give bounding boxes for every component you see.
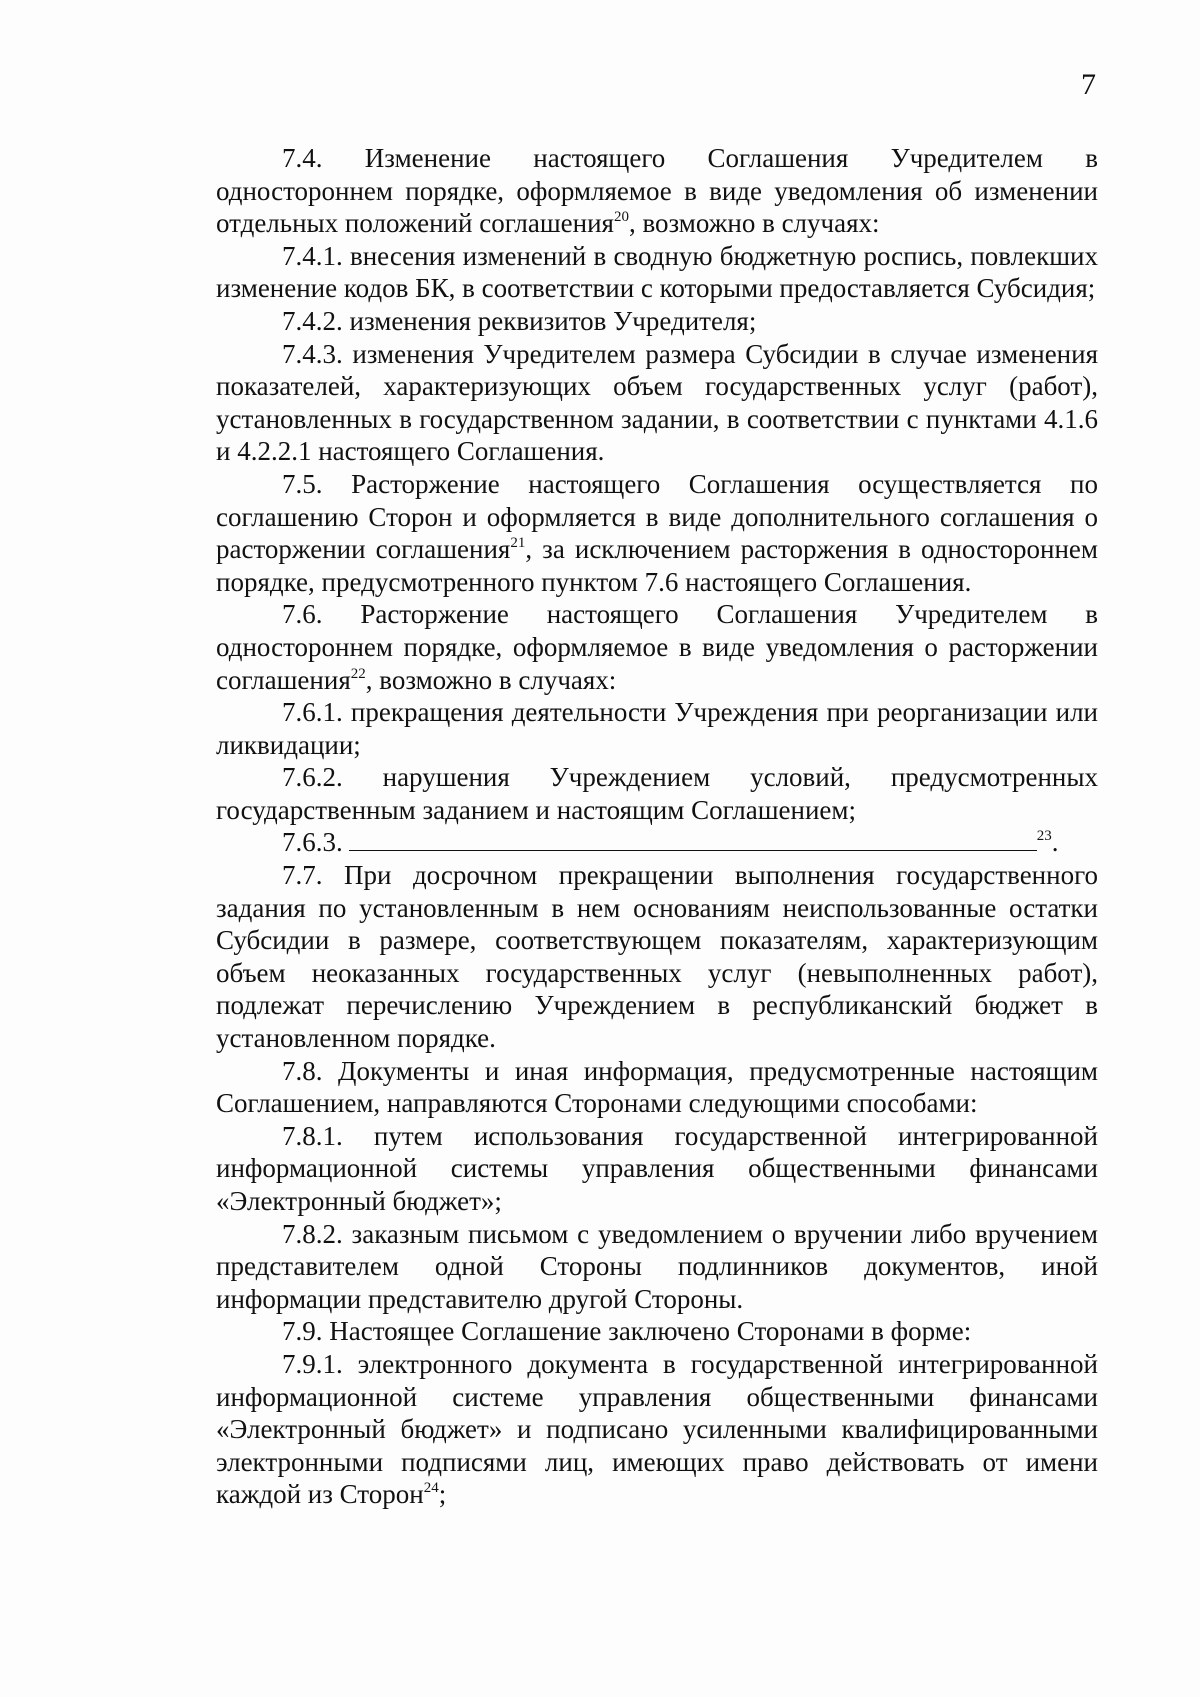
clause-7-7 [216, 859, 1098, 1055]
clause-7-4 [216, 142, 1098, 240]
clause-text: 7.6. Расторжение настоящего Соглашения Учредителем в одностороннем порядке, оформляемое в виде уведомления о расторжении соглашения [216, 599, 1098, 695]
clause-text: 7.4.2. изменения реквизитов Учредителя; [282, 305, 757, 336]
clause-text: 7.4.3. изменения Учредителем размера Субсидии в случае изменения показателей, характеризующих объем государственных услуг (работ), установленных в государственном задании, в соответствии с пунктами 4.1.6 и 4.2.2.1 настоящего Соглашения. [216, 338, 1098, 467]
clause-7-4-2 [216, 305, 1098, 338]
document-body [216, 142, 1098, 1511]
clause-text: 7.6.1. прекращения деятельности Учреждения при реорганизации или ликвидации; [216, 697, 1098, 760]
clause-7-8-1 [216, 1120, 1098, 1218]
footnote-ref: 21 [510, 535, 526, 552]
clause-text: 7.4. Изменение настоящего Соглашения Учредителем в одностороннем порядке, оформляемое в виде уведомления об изменении отдельных положений соглашения [216, 143, 1098, 239]
clause-7-8-2 [216, 1218, 1098, 1316]
clause-text: 7.8.1. путем использования государственной интегрированной информационной системы управления общественными финансами «Электронный бюджет»; [216, 1120, 1098, 1216]
clause-text: 7.7. При досрочном прекращении выполнения государственного задания по установленным в нем основаниям неиспользованные остатки Субсидии в размере, соответствующем показателям, характеризующим объем неоказанных государственных услуг (невыполненных работ), подлежат перечислению Учреждением в республиканский бюджет в установленном порядке. [216, 860, 1098, 1054]
clause-text: 7.8. Документы и иная информация, предусмотренные настоящим Соглашением, направляются Сторонами следующими способами: [216, 1055, 1098, 1119]
clause-tail: , возможно в случаях: [365, 664, 617, 695]
page-number: 7 [1081, 68, 1096, 101]
clause-7-9 [216, 1315, 1098, 1348]
blank-fill-line [349, 826, 1037, 851]
clause-text: 7.9.1. электронного документа в государственной интегрированной информационной системе управления общественными финансами «Электронный бюджет» и подписано усиленными квалифицированными электронными подписями лиц, имеющих право действовать от имени каждой из Сторон [216, 1348, 1098, 1510]
clause-7-4-3 [216, 338, 1098, 468]
clause-tail: , возможно в случаях: [628, 208, 880, 239]
clause-text: 7.6.2. нарушения Учреждением условий, предусмотренных государственным заданием и настоящим Соглашением; [216, 762, 1098, 825]
clause-tail: , за исключением расторжения в одностороннем порядке, предусмотренного пунктом 7.6 настоящего Соглашения. [216, 534, 1098, 597]
clause-7-4-1 [216, 240, 1098, 305]
clause-7-6-1 [216, 696, 1098, 761]
clause-7-6-3 [216, 826, 1098, 859]
clause-text: 7.5. Расторжение настоящего Соглашения осуществляется по соглашению Сторон и оформляется в виде дополнительного соглашения о расторжении соглашения [216, 468, 1098, 565]
footnote-ref: 22 [350, 665, 366, 682]
footnote-ref: 24 [423, 1480, 439, 1497]
clause-7-9-1 [216, 1348, 1098, 1511]
clause-7-5 [216, 468, 1098, 598]
clause-tail: ; [438, 1479, 447, 1510]
clause-text: 7.6.3. [282, 827, 343, 858]
footnote-ref: 20 [613, 209, 629, 226]
clause-text: 7.9. Настоящее Соглашение заключено Сторонами в форме: [282, 1316, 972, 1347]
footnote-ref: 23 [1036, 828, 1052, 845]
clause-7-6 [216, 598, 1098, 696]
clause-tail: . [1051, 827, 1059, 858]
clause-7-8 [216, 1055, 1098, 1120]
clause-text: 7.4.1. внесения изменений в сводную бюджетную роспись, повлекших изменение кодов БК, в соответствии с которыми предоставляется Субсидия; [216, 240, 1098, 304]
clause-text: 7.8.2. заказным письмом с уведомлением о вручении либо вручением представителем одной Стороны подлинников документов, иной информации представителю другой Стороны. [216, 1218, 1098, 1314]
clause-7-6-2 [216, 761, 1098, 826]
